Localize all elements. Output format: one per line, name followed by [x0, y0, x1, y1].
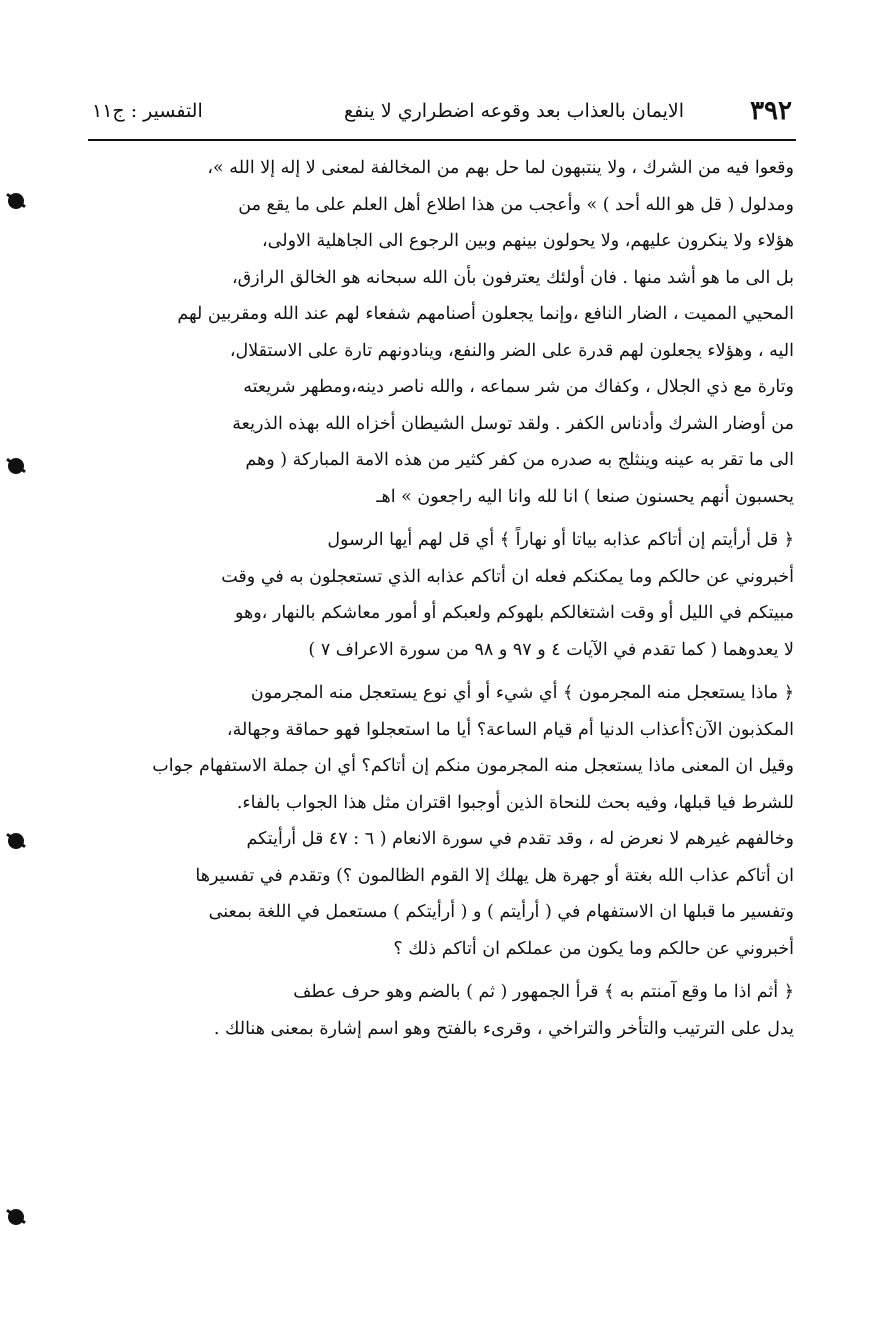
text-line: ﴿ قل أرأيتم إن أتاكم عذابه بياتا أو نهاراً ﴾ أي قل لهم أيها الرسول [327, 530, 794, 550]
text-line: بل الى ما هو أشد منها . فان أولئك يعترفون بأن الله سبحانه هو الخالق الرازق، [231, 267, 794, 288]
text-line: وتارة مع ذي الجلال ، وكفاك من شر سماعه ، والله ناصر دينه،ومطهر شريعته [243, 377, 794, 397]
text-line: وخالفهم غيرهم لا نعرض له ، وقد تقدم في سورة الانعام ( ٦ : ٤٧ قل أرأيتكم [246, 829, 794, 849]
text-line: أخبروني عن حالكم وما يكون من عملكم ان أتاكم ذلك ؟ [393, 938, 794, 959]
text-line: المكذبون الآن؟أعذاب الدنيا أم قيام الساعة؟ أيا ما استعجلوا فهو حماقة وجهالة، [226, 719, 794, 740]
text-line: أخبروني عن حالكم وما يمكنكم فعله ان أتاكم عذابه الذي تستعجلون به في وقت [221, 566, 794, 587]
text-line: للشرط فيا قبلها، وفيه بحث للنحاة الذين أوجبوا اقتران مثل هذا الجواب بالفاء. [236, 792, 794, 813]
text-line: ومدلول ( قل هو الله أحد ) » وأعجب من هذا اطلاع أهل العلم على ما يقع من [238, 194, 794, 215]
text-line: هؤلاء ولا ينكرون عليهم، ولا يحولون بينهم وبين الرجوع الى الجاهلية الاولى، [262, 231, 794, 251]
text-line: ﴿ أثم اذا ما وقع آمنتم به ﴾ قرأ الجمهور ( ثم ) بالضم وهو حرف عطف [293, 982, 794, 1002]
paragraph [72, 974, 794, 1047]
text-line: يدل على الترتيب والتأخر والتراخي ، وقرىء بالفتح وهو اسم إشارة بمعنى هنالك . [213, 1018, 794, 1039]
text-line: ﴿ ماذا يستعجل منه المجرمون ﴾ أي شيء أو أي نوع يستعجل منه المجرمون [250, 683, 794, 703]
margin-mark [8, 458, 24, 474]
text-line: المحيي المميت ، الضار النافع ،وإنما يجعلون أصنامهم شفعاء لهم عند الله ومقربين لهم [177, 304, 794, 324]
margin-mark [8, 193, 24, 209]
text-line: ان أتاكم عذاب الله بغتة أو جهرة هل يهلك إلا القوم الظالمون ؟) وتقدم في تفسيرها [195, 865, 794, 886]
text-line: لا يعدوهما ( كما تقدم في الآيات ٤ و ٩٧ و ٩٨ من سورة الاعراف ٧ ) [308, 639, 794, 660]
text-line: يحسبون أنهم يحسنون صنعا ) انا لله وانا اليه راجعون » اهـ [376, 486, 794, 507]
text-line: وتفسير ما قبلها ان الاستفهام في ( أرأيتم ) و ( أرأيتكم ) مستعمل في اللغة بمعنى [208, 902, 794, 922]
margin-mark [8, 833, 24, 849]
text-line: اليه ، وهؤلاء يجعلون لهم قدرة على الضر والنفع، وينادونهم تارة على الاستقلال، [229, 340, 794, 361]
text-line: من أوضار الشرك وأدناس الكفر . ولقد توسل الشيطان أخزاه الله بهذه الذريعة [232, 413, 794, 434]
text-line: مبيتكم في الليل أو وقت اشتغالكم بلهوكم ولعبكم أو أمور معاشكم بالنهار ،وهو [234, 603, 794, 623]
book-reference: التفسير : ج١١ [92, 100, 203, 122]
paragraph [72, 150, 794, 515]
text-line: الى ما تقر به عينه وينثلج به صدره من كفر كثير من هذه الامة المباركة ( وهم [245, 450, 794, 470]
header-rule [88, 139, 796, 141]
running-title: الايمان بالعذاب بعد وقوعه اضطراري لا ينفع [344, 100, 684, 122]
page-number: ٣٩٢ [750, 96, 792, 126]
paragraph [72, 675, 794, 967]
text-line: وقعوا فيه من الشرك ، ولا ينتبهون لما حل بهم من المخالفة لمعنى لا إله إلا الله »، [207, 158, 794, 178]
margin-mark [8, 1209, 24, 1225]
paragraph [72, 522, 794, 668]
text-line: وقيل ان المعنى ماذا يستعجل منه المجرمون منكم إن أتاكم؟ أي ان جملة الاستفهام جواب [152, 756, 794, 776]
body-text [72, 150, 794, 1047]
page-header [92, 92, 792, 138]
